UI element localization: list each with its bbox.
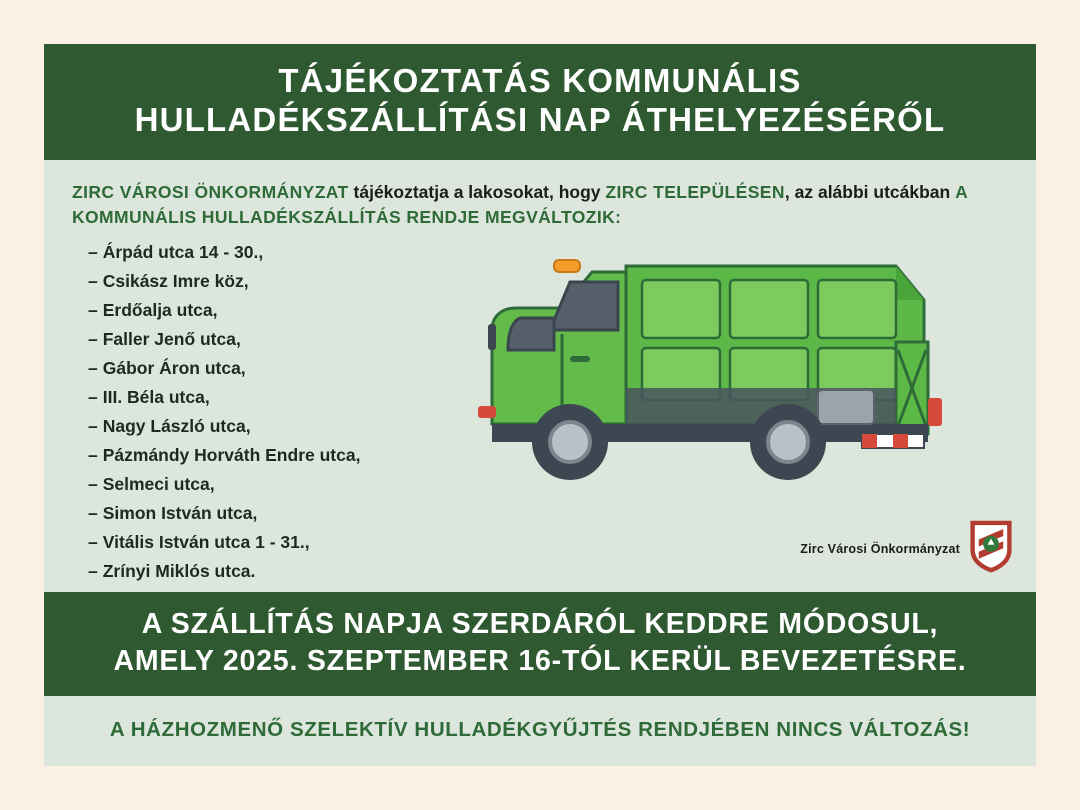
list-bullet-dash: – xyxy=(88,502,98,523)
list-item xyxy=(88,473,508,494)
street-name: Pázmándy Horváth Endre utca, xyxy=(102,444,361,465)
street-name: III. Béla utca, xyxy=(102,386,210,407)
intro-paragraph xyxy=(72,180,1002,231)
street-name: Erdőalja utca, xyxy=(102,299,218,320)
street-name: Nagy László utca, xyxy=(102,415,251,436)
intro-settlement: ZIRC TELEPÜLÉSEN xyxy=(605,181,785,202)
poster-header xyxy=(44,44,1036,160)
street-name: Faller Jenő utca, xyxy=(102,328,241,349)
footer-note: A HÁZHOZMENŐ SZELEKTÍV HULLADÉKGYŰJTÉS RENDJÉBEN NINCS VÁLTOZÁS! xyxy=(109,718,971,741)
street-name: Gábor Áron utca, xyxy=(102,357,246,378)
header-title-line-1: TÁJÉKOZTATÁS KOMMUNÁLIS xyxy=(278,62,802,99)
list-item xyxy=(88,241,508,262)
list-bullet-dash: – xyxy=(88,270,98,291)
banner-line-2: AMELY 2025. SZEPTEMBER 16-TÓL KERÜL BEVEZETÉSRE. xyxy=(113,644,967,677)
list-item xyxy=(88,502,508,523)
list-item xyxy=(88,299,508,320)
intro-change-notice: A KOMMUNÁLIS HULLADÉKSZÁLLÍTÁS RENDJE MEGVÁLTOZIK: xyxy=(72,181,968,228)
list-item xyxy=(88,531,508,552)
header-title-line-2: HULLADÉKSZÁLLÍTÁSI NAP ÁTHELYEZÉSÉRŐL xyxy=(134,100,946,138)
list-bullet-dash: – xyxy=(88,328,98,349)
crest-block xyxy=(800,520,1012,578)
banner-line-1: A SZÁLLÍTÁS NAPJA SZERDÁRÓL KEDDRE MÓDOSUL, xyxy=(141,607,939,640)
poster-body xyxy=(44,160,1036,592)
street-name: Csikász Imre köz, xyxy=(102,270,249,291)
list-item xyxy=(88,328,508,349)
street-name: Selmeci utca, xyxy=(102,473,215,494)
list-item xyxy=(88,386,508,407)
intro-municipality: ZIRC VÁROSI ÖNKORMÁNYZAT xyxy=(72,181,349,202)
street-list xyxy=(72,241,508,581)
street-name: Simon István utca, xyxy=(102,502,258,523)
list-item xyxy=(88,270,508,291)
list-bullet-dash: – xyxy=(88,415,98,436)
intro-text-1: tájékoztatja a lakosokat, hogy xyxy=(353,181,601,202)
list-bullet-dash: – xyxy=(88,560,98,581)
list-item xyxy=(88,357,508,378)
list-bullet-dash: – xyxy=(88,473,98,494)
list-bullet-dash: – xyxy=(88,299,98,320)
street-name: Árpád utca 14 - 30., xyxy=(102,241,264,262)
street-name: Vitális István utca 1 - 31., xyxy=(102,531,310,552)
list-item xyxy=(88,415,508,436)
poster xyxy=(44,44,1036,766)
street-name: Zrínyi Miklós utca. xyxy=(102,560,256,581)
list-bullet-dash: – xyxy=(88,531,98,552)
garbage-truck-illustration xyxy=(458,238,998,498)
list-bullet-dash: – xyxy=(88,444,98,465)
poster-footer xyxy=(44,696,1036,766)
list-bullet-dash: – xyxy=(88,241,98,262)
coat-of-arms-icon xyxy=(970,520,1012,578)
list-bullet-dash: – xyxy=(88,357,98,378)
list-item xyxy=(88,560,508,581)
crest-label: Zirc Városi Önkormányzat xyxy=(800,541,960,556)
list-bullet-dash: – xyxy=(88,386,98,407)
notice-banner xyxy=(44,592,1036,696)
intro-text-2: , az alábbi utcákban xyxy=(784,181,951,202)
list-item xyxy=(88,444,508,465)
